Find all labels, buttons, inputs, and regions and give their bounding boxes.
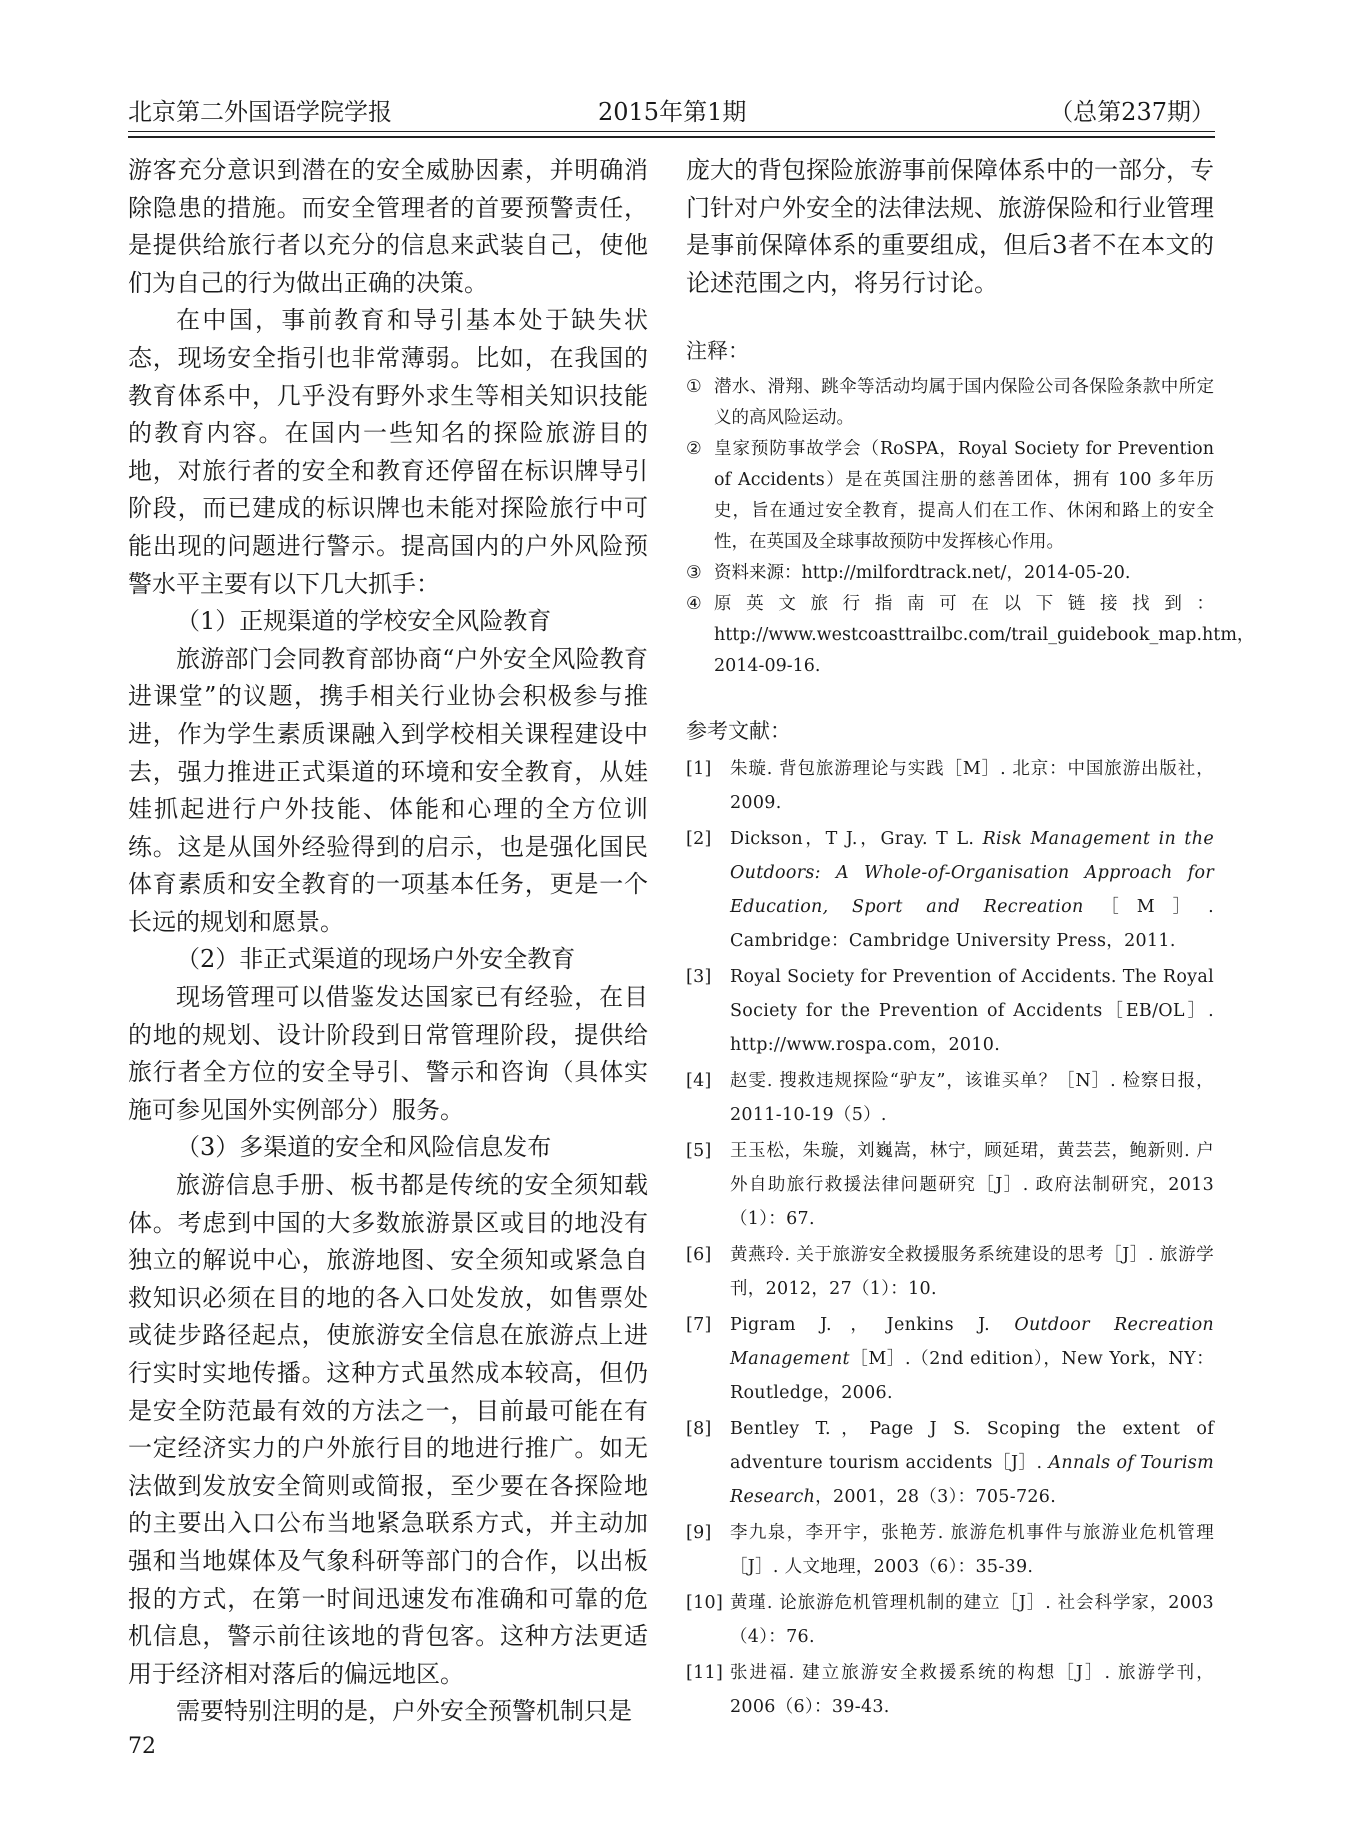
reference-number: [8] xyxy=(686,1419,712,1440)
note-marker: ① xyxy=(686,377,702,398)
reference-number: [4] xyxy=(686,1071,712,1092)
reference-text: Bentley T.，Page J S. Scoping the extent of adventure tourism accidents［J］. xyxy=(730,1419,1214,1474)
paragraph: 在中国，事前教育和导引基本处于缺失状态，现场安全指引也非常薄弱。比如，在我国的教育体系中，几乎没有野外求生等相关知识技能的教育内容。在国内一些知名的探险旅游目的地，对旅行者的安全和教育还停留在标识牌导引阶段，而已建成的标识牌也未能对探险旅行中可能出现的问题进行警示。提高国内的户外风险预警水平主要有以下几大抓手： xyxy=(128,306,648,598)
notes-list xyxy=(686,372,1255,682)
reference-number: [1] xyxy=(686,759,712,780)
paragraph: 需要特别注明的是，户外安全预警机制只是 xyxy=(176,1697,632,1726)
reference-title-italic: Risk Management in the Outdoors: A Whole-of-Organisation Approach for Education, Sport and Recreation xyxy=(730,829,1214,918)
reference-text: 王玉松，朱璇，刘巍嵩，林宁，顾延珺，黄芸芸，鲍新则. 户外自助旅行救援法律问题研究［J］. 政府法制研究，2013（1）：67. xyxy=(730,1141,1214,1230)
references-list xyxy=(686,752,1214,1724)
reference-item xyxy=(686,1308,1214,1410)
reference-text: Royal Society for Prevention of Accidents. The Royal Society for the Prevention of Accidents［EB/OL］. http://www.rospa.com，2010. xyxy=(730,967,1214,1056)
paragraph: 游客充分意识到潜在的安全威胁因素，并明确消除隐患的措施。而安全管理者的首要预警责任，是提供给旅行者以充分的信息来武装自己，使他们为自己的行为做出正确的决策。 xyxy=(128,156,648,297)
note-text: 潜水、滑翔、跳伞等活动均属于国内保险公司各保险条款中所定义的高风险运动。 xyxy=(714,377,1214,429)
references-title: 参考文献： xyxy=(686,719,791,744)
reference-number: [9] xyxy=(686,1523,712,1544)
header-rule-thin xyxy=(128,131,1215,132)
note-marker: ④ xyxy=(686,594,702,615)
reference-number: [5] xyxy=(686,1141,712,1162)
reference-number: [2] xyxy=(686,829,712,850)
reference-item xyxy=(686,1656,1214,1724)
reference-item xyxy=(686,822,1214,958)
reference-item xyxy=(686,1064,1214,1132)
notes-title: 注释： xyxy=(686,339,749,364)
left-column xyxy=(128,152,648,1731)
reference-text: Dickson，T J.，Gray. T L. xyxy=(730,829,983,850)
reference-item xyxy=(686,1516,1214,1584)
note-marker: ③ xyxy=(686,563,702,584)
note-item xyxy=(686,589,1255,682)
page-number: 72 xyxy=(128,1734,156,1759)
running-header xyxy=(128,92,1215,130)
reference-text-tail: ［M］.（2nd edition），New York，NY：Routledge，2006. xyxy=(730,1349,1214,1404)
reference-title-italic: Outdoor Recreation Management xyxy=(730,1315,1214,1370)
note-text: 皇家预防事故学会（RoSPA，Royal Society for Prevention of Accidents）是在英国注册的慈善团体，拥有 100 多年历史，旨在通过安全教育，提高人们在工作、休闲和路上的安全性，在英国及全球事故预防中发挥核心作用。 xyxy=(714,439,1214,553)
reference-item xyxy=(686,960,1214,1062)
reference-text: 黄瑾. 论旅游危机管理机制的建立［J］. 社会科学家，2003（4）：76. xyxy=(730,1593,1214,1648)
paragraph: 庞大的背包探险旅游事前保障体系中的一部分，专门针对户外安全的法律法规、旅游保险和行业管理是事前保障体系的重要组成，但后3者不在本文的论述范围之内，将另行讨论。 xyxy=(686,156,1214,297)
reference-item xyxy=(686,1586,1214,1654)
reference-number: [3] xyxy=(686,967,712,988)
note-item xyxy=(686,434,1214,558)
subheading: （2）非正式渠道的现场户外安全教育 xyxy=(176,945,576,974)
reference-text: 李九泉，李开宇，张艳芳. 旅游危机事件与旅游业危机管理［J］. 人文地理，2003（6）：35-39. xyxy=(730,1523,1214,1578)
note-item xyxy=(686,558,1214,589)
reference-number: [10] xyxy=(686,1593,724,1614)
subheading: （3）多渠道的安全和风险信息发布 xyxy=(176,1133,552,1162)
subheading: （1）正规渠道的学校安全风险教育 xyxy=(176,607,552,636)
reference-number: [7] xyxy=(686,1315,712,1336)
paragraph: 旅游信息手册、板书都是传统的安全须知载体。考虑到中国的大多数旅游景区或目的地没有独立的解说中心，旅游地图、安全须知或紧急自救知识必须在目的地的各入口处发放，如售票处或徒步路径起点，使旅游安全信息在旅游点上进行实时实地传播。这种方式虽然成本较高，但仍是安全防范最有效的方法之一，目前最可能在有一定经济实力的户外旅行目的地进行推广。如无法做到发放安全简则或简报，至少要在各探险地的主要出入口公布当地紧急联系方式，并主动加强和当地媒体及气象科研等部门的合作，以出板报的方式，在第一时间迅速发布准确和可靠的危机信息，警示前往该地的背包客。这种方法更适用于经济相对落后的偏远地区。 xyxy=(128,1171,648,1688)
reference-number: [11] xyxy=(686,1663,724,1684)
paragraph: 旅游部门会同教育部协商“户外安全风险教育进课堂”的议题，携手相关行业协会积极参与推进，作为学生素质课融入到学校相关课程建设中去，强力推进正式渠道的环境和安全教育，从娃娃抓起进行户外技能、体能和心理的全方位训练。这是从国外经验得到的启示，也是强化国民体育素质和安全教育的一项基本任务，更是一个长远的规划和愿景。 xyxy=(128,644,648,936)
note-marker: ② xyxy=(686,439,702,460)
total-issue: （总第237期） xyxy=(1049,98,1215,126)
reference-text: Pigram J.，Jenkins J. xyxy=(730,1315,1015,1336)
note-text: 资料来源：http://milfordtrack.net/，2014-05-20. xyxy=(714,563,1131,584)
reference-text: 黄燕玲. 关于旅游安全救援服务系统建设的思考［J］. 旅游学刊，2012，27（1）：10. xyxy=(730,1245,1214,1300)
reference-text: 赵雯. 搜救违规探险“驴友”，该谁买单？［N］. 检察日报，2011-10-19（5）. xyxy=(730,1071,1214,1126)
reference-text: 张进福. 建立旅游安全救援系统的构想［J］. 旅游学刊，2006（6）：39-43. xyxy=(730,1663,1214,1718)
journal-name: 北京第二外国语学院学报 xyxy=(128,98,392,126)
reference-item xyxy=(686,1134,1214,1236)
reference-text-tail: ，2001，28（3）：705-726. xyxy=(815,1487,1057,1508)
paragraph: 现场管理可以借鉴发达国家已有经验，在目的地的规划、设计阶段到日常管理阶段，提供给旅行者全方位的安全导引、警示和咨询（具体实施可参见国外实例部分）服务。 xyxy=(128,983,648,1124)
note-item xyxy=(686,372,1214,434)
reference-text: 朱璇. 背包旅游理论与实践［M］. 北京：中国旅游出版社，2009. xyxy=(730,759,1214,814)
issue-number: 2015年第1期 xyxy=(598,98,747,126)
reference-number: [6] xyxy=(686,1245,712,1266)
header-rule-thick xyxy=(128,136,1215,138)
right-column xyxy=(686,152,1255,1726)
reference-title-italic: Annals of Tourism Research xyxy=(730,1453,1214,1508)
reference-text-tail: ［M］. Cambridge：Cambridge University Press，2011. xyxy=(730,897,1214,952)
reference-item xyxy=(686,752,1214,820)
reference-item xyxy=(686,1412,1214,1514)
note-text: 原英文旅行指南可在以下链接找到：http://www.westcoasttrailbc.com/trail_guidebook_map.htm，2014-09-16. xyxy=(714,594,1255,677)
reference-item xyxy=(686,1238,1214,1306)
